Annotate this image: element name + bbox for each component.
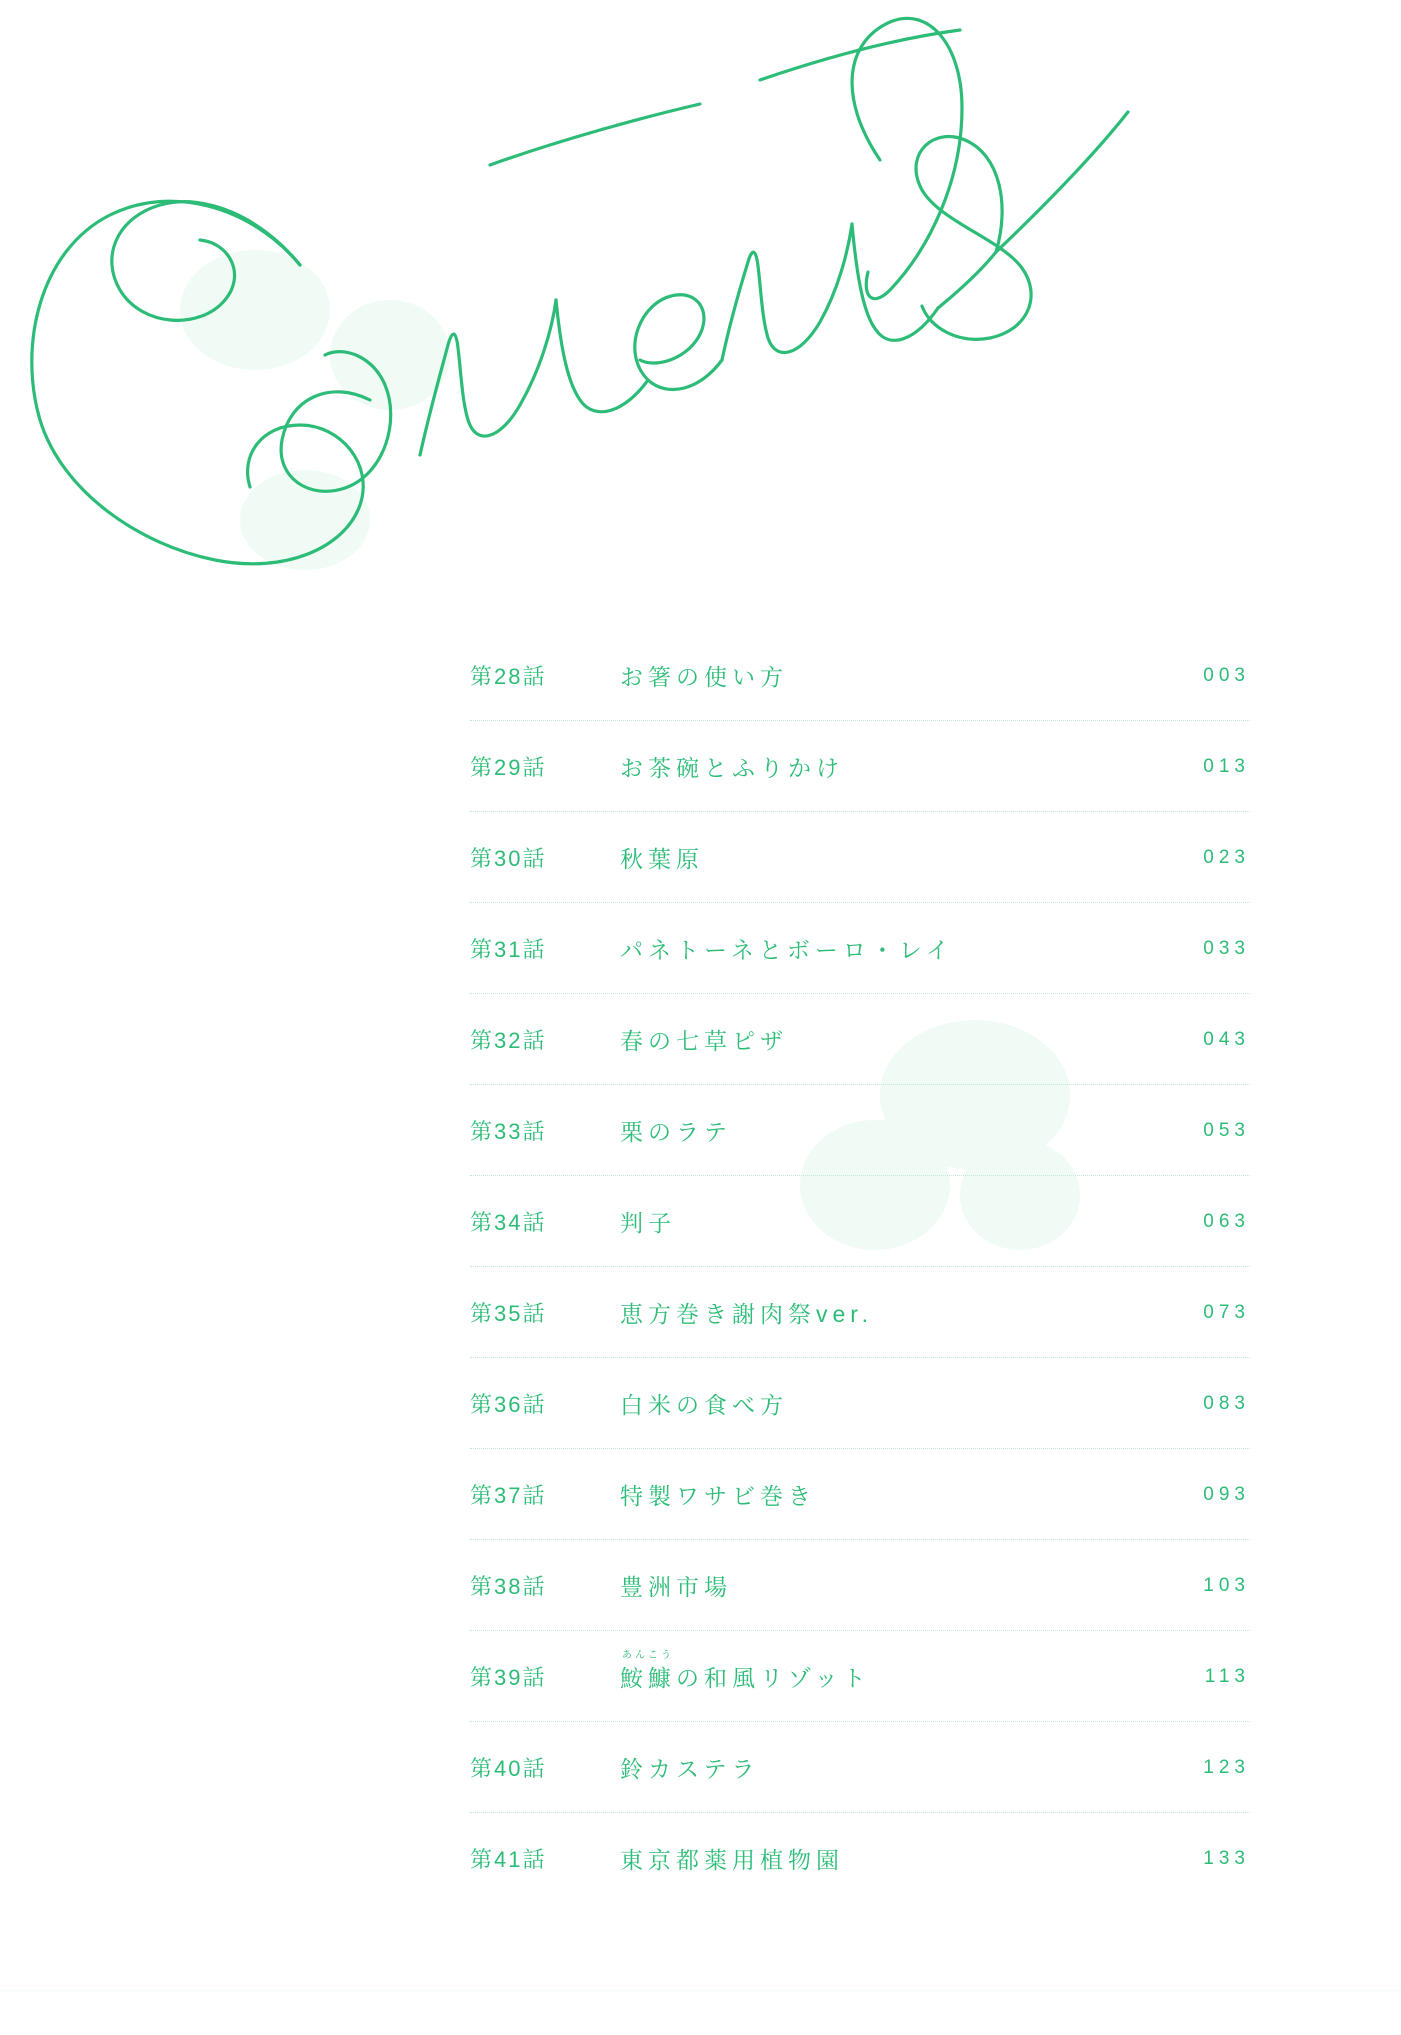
toc-page-number: 043 bbox=[1203, 1028, 1250, 1050]
toc-chapter-number: 第31話 bbox=[470, 937, 547, 962]
toc-chapter-number: 第41話 bbox=[470, 1847, 547, 1872]
toc-row[interactable] bbox=[470, 1449, 1250, 1540]
toc-chapter-number: 第39話 bbox=[470, 1665, 547, 1690]
toc-row[interactable] bbox=[470, 1813, 1250, 1904]
toc-chapter-number: 第37話 bbox=[470, 1483, 547, 1508]
toc-page-number: 053 bbox=[1203, 1119, 1250, 1141]
toc-chapter-title: 白米の食べ方 bbox=[620, 1392, 788, 1418]
table-of-contents bbox=[470, 630, 1250, 1904]
toc-row[interactable] bbox=[470, 812, 1250, 903]
toc-row[interactable] bbox=[470, 1540, 1250, 1631]
toc-chapter-title: 豊洲市場 bbox=[620, 1574, 732, 1600]
toc-page-number: 133 bbox=[1203, 1847, 1250, 1869]
toc-chapter-number: 第35話 bbox=[470, 1301, 547, 1326]
toc-row[interactable] bbox=[470, 1085, 1250, 1176]
toc-page-number: 013 bbox=[1203, 755, 1250, 777]
toc-chapter-number: 第29話 bbox=[470, 755, 547, 780]
toc-page-number: 003 bbox=[1203, 664, 1250, 686]
toc-row[interactable] bbox=[470, 1722, 1250, 1813]
toc-page-number: 063 bbox=[1203, 1210, 1250, 1232]
toc-title-text: 鮟鱇の和風リゾット bbox=[620, 1665, 871, 1691]
toc-page-number: 123 bbox=[1203, 1756, 1250, 1778]
toc-page-number: 103 bbox=[1203, 1574, 1250, 1596]
toc-page-number: 093 bbox=[1203, 1483, 1250, 1505]
toc-row[interactable] bbox=[470, 1267, 1250, 1358]
footer-divider bbox=[0, 1990, 1401, 1991]
toc-chapter-title: 恵方巻き謝肉祭ver. bbox=[620, 1301, 874, 1327]
toc-chapter-number: 第38話 bbox=[470, 1574, 547, 1599]
toc-chapter-title: 栗のラテ bbox=[620, 1119, 732, 1145]
toc-row[interactable] bbox=[470, 721, 1250, 812]
toc-chapter-title: 特製ワサビ巻き bbox=[620, 1483, 816, 1509]
toc-chapter-title: 鈴カステラ bbox=[620, 1756, 760, 1782]
toc-row[interactable] bbox=[470, 630, 1250, 721]
toc-chapter-title: 秋葉原 bbox=[620, 846, 704, 872]
toc-chapter-title: お箸の使い方 bbox=[620, 664, 788, 690]
toc-page-number: 113 bbox=[1204, 1665, 1250, 1687]
toc-chapter-title bbox=[620, 1650, 1160, 1693]
toc-row[interactable] bbox=[470, 1358, 1250, 1449]
toc-page-number: 033 bbox=[1203, 937, 1250, 959]
toc-chapter-title: 判子 bbox=[620, 1210, 676, 1236]
toc-chapter-number: 第32話 bbox=[470, 1028, 547, 1053]
toc-chapter-number: 第28話 bbox=[470, 664, 547, 689]
toc-page-number: 023 bbox=[1203, 846, 1250, 868]
toc-page-number: 073 bbox=[1203, 1301, 1250, 1323]
toc-row[interactable] bbox=[470, 903, 1250, 994]
toc-row[interactable] bbox=[470, 1176, 1250, 1267]
toc-chapter-number: 第40話 bbox=[470, 1756, 547, 1781]
page-title bbox=[0, 0, 1401, 640]
toc-chapter-number: 第33話 bbox=[470, 1119, 547, 1144]
toc-row[interactable] bbox=[470, 1631, 1250, 1722]
toc-chapter-title: お茶碗とふりかけ bbox=[620, 755, 844, 781]
toc-chapter-title: 春の七草ピザ bbox=[620, 1028, 788, 1054]
toc-chapter-number: 第36話 bbox=[470, 1392, 547, 1417]
toc-page-number: 083 bbox=[1203, 1392, 1250, 1414]
toc-title-ruby: あんこう bbox=[622, 1650, 674, 1661]
toc-chapter-number: 第30話 bbox=[470, 846, 547, 871]
toc-row[interactable] bbox=[470, 994, 1250, 1085]
toc-chapter-title: パネトーネとボーロ・レイ bbox=[620, 937, 954, 963]
toc-chapter-number: 第34話 bbox=[470, 1210, 547, 1235]
toc-chapter-title: 東京都薬用植物園 bbox=[620, 1847, 844, 1873]
